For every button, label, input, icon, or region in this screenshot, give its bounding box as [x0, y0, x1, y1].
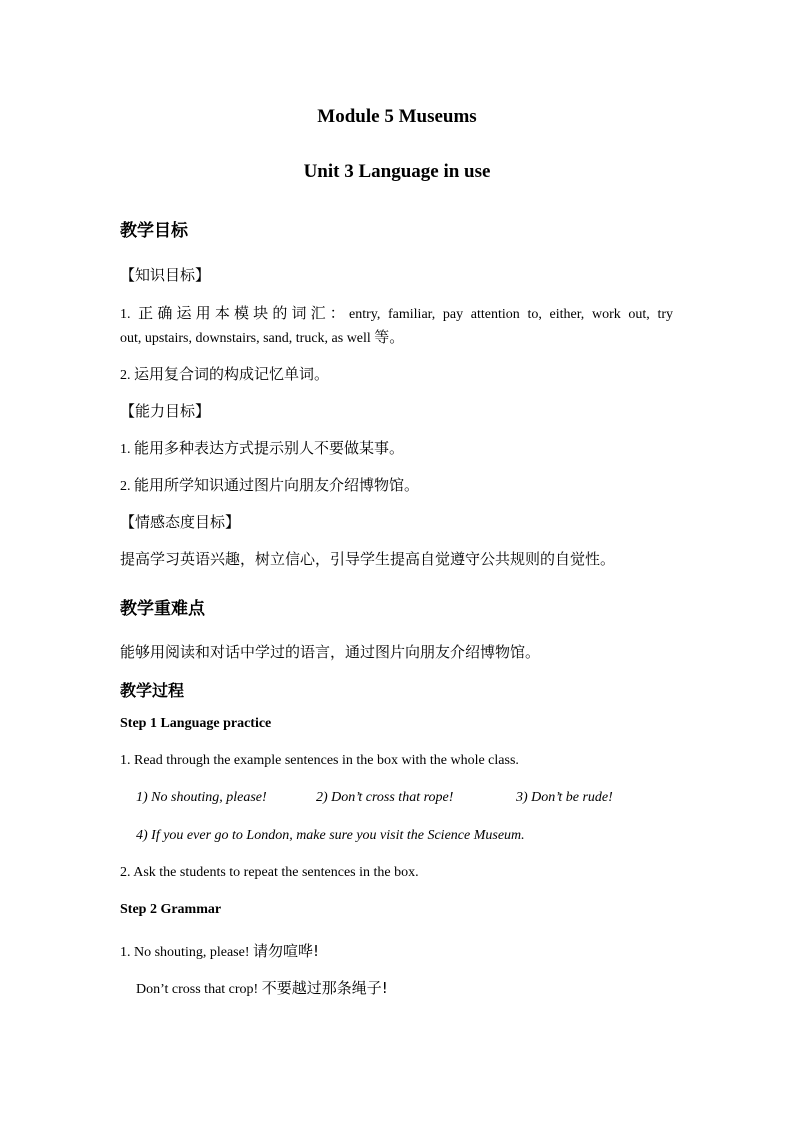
knowledge-item-1-vocab: entry, familiar, pay attention to, either, work out, try: [348, 307, 674, 322]
knowledge-item-1-vocab-cont: out, upstairs, downstairs, sand, truck, as well: [120, 331, 371, 346]
step1-item-1: 1. Read through the example sentences in the box with the whole class.: [120, 753, 519, 768]
ability-item-1-number: 1.: [120, 442, 131, 457]
unit-title: Unit 3 Language in use: [303, 161, 491, 182]
step2-item-1b: [136, 977, 388, 998]
step1-item-2: 2. Ask the students to repeat the sentences in the box.: [120, 865, 419, 880]
section-heading-key-points: 教学重难点: [120, 599, 205, 619]
step1-example-1: 1) No shouting, please!: [136, 790, 267, 805]
knowledge-item-1-tail: 等。: [374, 328, 405, 346]
step2-item-1-zh: 请勿喧哗!: [252, 942, 319, 960]
knowledge-item-2-number: 2.: [120, 368, 131, 383]
knowledge-item-1-line1: [120, 302, 673, 323]
step2-item-1: [120, 940, 319, 961]
step1-heading: Step 1 Language practice: [120, 716, 272, 731]
section-heading-process: 教学过程: [120, 681, 185, 700]
ability-item-2-text: 能用所学知识通过图片向朋友介绍博物馆。: [134, 476, 420, 494]
step1-example-2: 2) Don’t cross that rope!: [316, 790, 454, 805]
step1-example-3: 3) Don’t be rude!: [516, 790, 613, 805]
knowledge-item-2-text: 运用复合词的构成记忆单词。: [134, 365, 330, 383]
attitude-heading: 【情感态度目标】: [120, 513, 241, 531]
knowledge-item-1-lead: 正确运用本模块的词汇：: [138, 304, 349, 322]
knowledge-heading: 【知识目标】: [120, 266, 211, 284]
ability-item-1: [120, 437, 404, 458]
ability-item-2: [120, 474, 419, 495]
knowledge-item-2: [120, 363, 329, 384]
ability-heading: 【能力目标】: [120, 402, 211, 420]
key-points-text: 能够用阅读和对话中学过的语言，通过图片向朋友介绍博物馆。: [120, 643, 541, 661]
attitude-text: 提高学习英语兴趣，树立信心，引导学生提高自觉遵守公共规则的自觉性。: [120, 550, 616, 568]
step2-item-1b-en: Don’t cross that crop!: [136, 982, 259, 997]
step2-item-1b-zh: 不要越过那条绳子!: [261, 979, 388, 997]
module-title: Module 5 Museums: [317, 106, 477, 127]
step2-heading: Step 2 Grammar: [120, 902, 222, 917]
knowledge-item-1-number: 1.: [120, 307, 131, 322]
step1-example-4: 4) If you ever go to London, make sure you visit the Science Museum.: [136, 828, 525, 843]
knowledge-item-1-line2: [120, 326, 404, 347]
ability-item-1-text: 能用多种表达方式提示别人不要做某事。: [134, 439, 405, 457]
step2-item-1-en: 1. No shouting, please!: [120, 945, 250, 960]
ability-item-2-number: 2.: [120, 479, 131, 494]
section-heading-objectives: 教学目标: [120, 221, 188, 241]
